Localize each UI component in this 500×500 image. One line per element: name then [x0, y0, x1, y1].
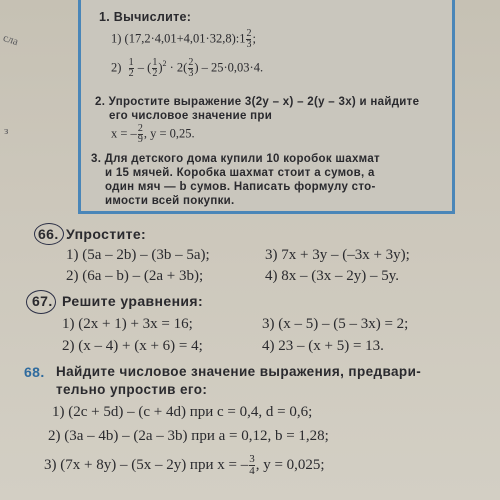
item-number: 2)	[111, 60, 122, 75]
task3-line1: 3. Для детского дома купили 10 коробок шахмат	[91, 153, 380, 165]
ex66-item: 3) 7x + 3y – (–3x + 3y);	[265, 247, 410, 263]
task1-item1-text: 1) (17,2·4,01+4,01·32,8):1	[111, 31, 246, 46]
fraction: $\frac{1}{2}$	[152, 57, 158, 79]
ex68-title-line2: тельно упростив его:	[56, 382, 208, 397]
fraction: $\frac{2}{3}$	[188, 57, 194, 79]
ex67-item: 1) (2x + 1) + 3x = 16;	[62, 316, 193, 332]
ex67-title: Решите уравнения:	[62, 293, 204, 309]
ex66-item: 1) (5a – 2b) – (3b – 5a);	[66, 247, 210, 263]
ex67-item: 2) (x – 4) + (x + 6) = 4;	[62, 338, 203, 354]
ex68-title-line1: Найдите числовое значение выражения, предвари-	[56, 364, 422, 379]
ex67-number: 67.	[32, 293, 53, 309]
task2-y-value: , y = 0,25.	[143, 126, 195, 141]
ex66-title: Упростите:	[66, 226, 147, 242]
ex68-item	[44, 454, 325, 477]
fraction: $\frac{2}{9}$	[137, 123, 143, 145]
ex68-item3-tail: , y = 0,025;	[255, 456, 325, 473]
ex67-item: 3) (x – 5) – (5 – 3x) = 2;	[262, 316, 409, 332]
task3-line2: и 15 мячей. Коробка шахмат стоит a сумов, а	[105, 167, 375, 179]
ex66-number: 66.	[38, 226, 59, 242]
ex68-item: 2) (3a – 4b) – (2a – 3b) при a = 0,12, b = 1,28;	[48, 428, 329, 444]
ex66-item: 2) (6a – b) – (2a + 3b);	[66, 268, 204, 284]
review-tasks-box	[78, 0, 455, 214]
fraction: $\frac{3}{4}$	[249, 453, 255, 477]
task2-x-value: x = –	[111, 126, 137, 141]
task2-line2: его числовое значение при	[109, 110, 273, 122]
margin-fragment: з	[4, 125, 9, 137]
task1-title: 1. Вычислите:	[99, 10, 192, 24]
task2-line1: 2. Упростите выражение 3(2y – x) – 2(y – 3x) и найдите	[95, 96, 420, 108]
task1-item1: 1) (17,2·4,01+4,01·32,8):1 $\frac{2}{3}$ ;	[111, 28, 256, 50]
task2-line3	[111, 124, 195, 145]
ex68-number: 68.	[24, 364, 45, 380]
ex66-item: 4) 8x – (3x – 2y) – 5y.	[265, 268, 400, 284]
task3-line4: имости всей покупки.	[105, 195, 235, 207]
fraction: $\frac{1}{2}$	[128, 57, 134, 79]
margin-fragment: сла	[1, 31, 20, 49]
ex68-item3-text: 3) (7x + 8y) – (5x – 2y) при x = –	[44, 456, 249, 473]
task1-item2-tail: – 25·0,03·4.	[201, 60, 264, 75]
task3-line3: один мяч — b сумов. Написать формулу сто-	[105, 181, 376, 193]
task1-item2: 2) $\frac{1}{2}$ – ( $\frac{1}{2}$ )$^2$ · 2( $\frac{2}{3}$ ) – 25·0,03·4.	[111, 57, 264, 79]
ex68-item: 1) (2c + 5d) – (c + 4d) при c = 0,4, d = 0,6;	[52, 404, 313, 420]
fraction: $\frac{2}{3}$	[246, 28, 252, 50]
ex67-item: 4) 23 – (x + 5) = 13.	[262, 338, 384, 354]
